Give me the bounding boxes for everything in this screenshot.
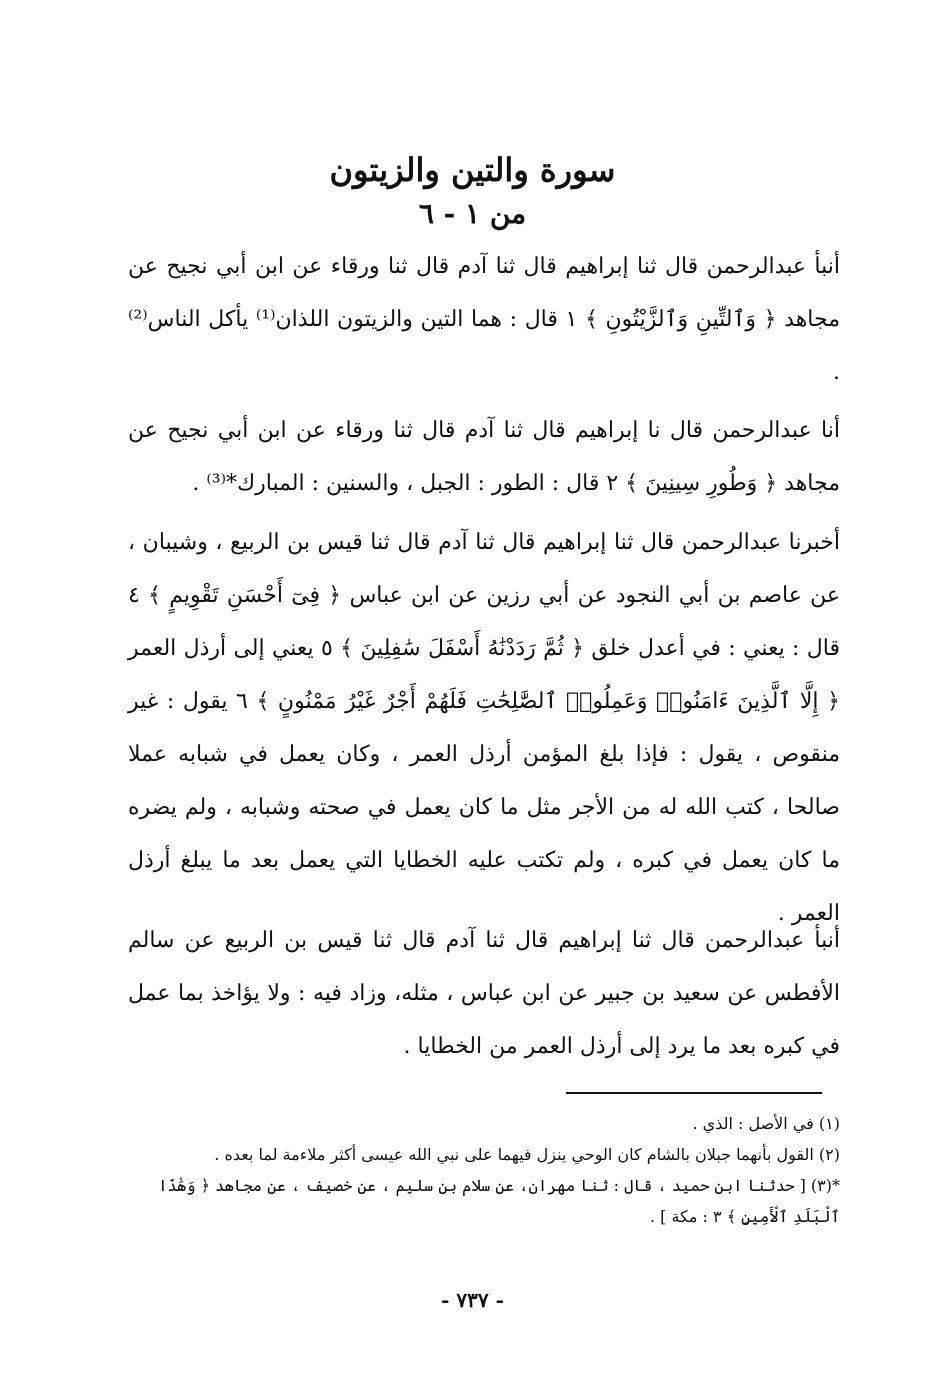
footnotes: [128, 1108, 840, 1232]
paragraph-2: [128, 404, 840, 510]
paragraph-3: [128, 516, 840, 940]
paragraph-text: أنا عبدالرحمن قال نا إبراهيم قال ثنا آدم قال ثنا ورقاء عن ابن أبي نجيح عن مجاهد ﴿ وَطُورِ سِينِينَ ﴾ ٢ قال : الطور : الجبل ، والسنين : المبارك*⁽³⁾ .: [128, 418, 840, 496]
page-number: - ٧٣٧ -: [441, 1288, 504, 1312]
footnote-1: (١) في الأصل : الذي .: [692, 1114, 840, 1133]
paragraph-text: أنبأ عبدالرحمن قال ثنا إبراهيم قال ثنا آدم قال ثنا ورقاء عن ابن أبي نجيح عن مجاهد ﴿ وَٱلتِّينِ وَٱلزَّيْتُونِ ﴾ ١ قال : هما التين والزيتون اللذان⁽¹⁾ يأكل الناس⁽²⁾ .: [128, 254, 840, 385]
surah-title: سورة والتين والزيتون: [329, 151, 616, 189]
paragraph-text: أنبأ عبدالرحمن قال ثنا إبراهيم قال ثنا آدم قال ثنا قيس بن الربيع عن سالم الأفطس عن سعيد بن جبير عن ابن عباس ، مثله، وزاد فيه : ولا يؤاخذ بما عمل في كبره بعد ما يرد إلى أرذل العمر من الخطايا .: [128, 928, 840, 1059]
paragraph-text: أخبرنا عبدالرحمن قال ثنا إبراهيم قال ثنا آدم قال ثنا قيس بن الربيع ، وشيبان ، عن عاصم بن أبي النجود عن أبي رزين عن ابن عباس ﴿ فِىٓ أَحْسَنِ تَقْوِيمٍ ﴾ ٤ قال : يعني : في أعدل خلق ﴿ ثُمَّ رَدَدْنَٰهُ أَسْفَلَ سَٰفِلِينَ ﴾ ٥ يعني إلى أرذل العمر ﴿ إِلَّا ٱلَّذِينَ ءَامَنُوا۟ وَعَمِلُوا۟ ٱلصَّٰلِحَٰتِ فَلَهُمْ أَجْرٌ غَيْرُ مَمْنُونٍ ﴾ ٦ يقول : غير منقوص ، يقول : فإذا بلغ المؤمن أرذل العمر ، وكان يعمل في شبابه عملا صالحا ، كتب الله له من الأجر مثل ما كان يعمل في صحته وشبابه ، ولم يضره ما كان يعمل في كبره ، ولم تكتب عليه الخطايا التي يعمل بعد ما يبلغ أرذل العمر .: [128, 530, 841, 926]
footnote-divider: [566, 1092, 822, 1094]
footnote-2: (٢) القول بأنهما جبلان بالشام كان الوحي ينزل فيهما على نبي الله عيسى أكثر ملاءمة لما بعده .: [214, 1145, 840, 1164]
footnote-3: *(٣) [ حدثنا ابن حميد ، قال : ثنا مهران، عن سلام بن سليم ، عن خصيف ، عن مجاهد ﴿ وَهَٰذَا ٱلْبَلَدِ ٱلْأَمِينِ ﴾ ٣ : مكة ] .: [158, 1176, 840, 1226]
paragraph-4: [128, 914, 840, 1073]
verse-range: من ١ - ٦: [418, 197, 527, 230]
paragraph-1: [128, 240, 840, 399]
